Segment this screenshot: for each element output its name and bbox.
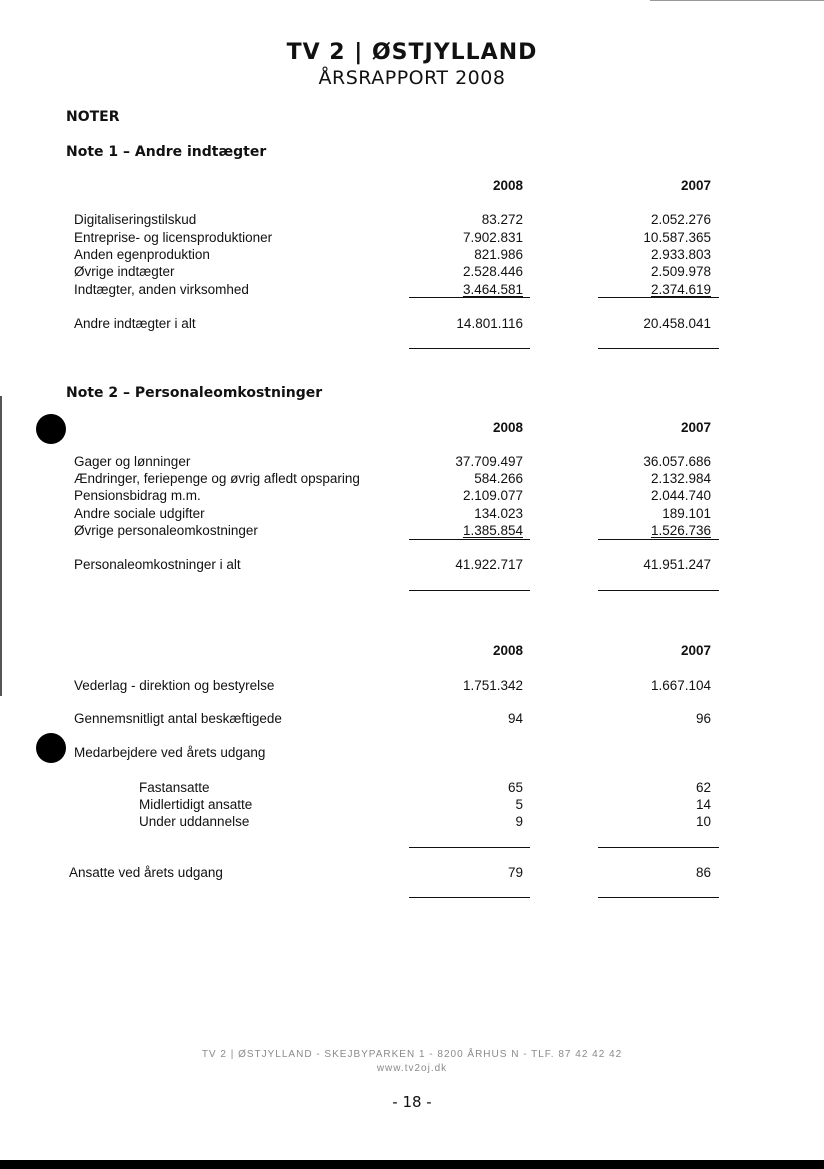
year-end-heading: Medarbejdere ved årets udgang: [74, 745, 266, 760]
note2-total-2007: 41.951.247: [643, 557, 711, 572]
total-rule: [409, 348, 530, 349]
scan-edge-top: [650, 0, 824, 1]
note1-year-2007: 2007: [680, 178, 711, 193]
staff-total-2008: 79: [507, 865, 523, 880]
subtotal-rule: [598, 847, 719, 848]
breakdown-2007: 14: [695, 797, 711, 812]
note2-row-value-2007: 2.044.740: [650, 488, 711, 503]
note2-row-label: Ændringer, feriepenge og øvrig afledt opsparing: [74, 471, 360, 486]
breakdown-label: Under uddannelse: [139, 814, 250, 829]
note2-row-label: Andre sociale udgifter: [74, 506, 205, 521]
note1-row-label: Digitaliseringstilskud: [74, 212, 197, 227]
note2-row-value-2008: 37.709.497: [455, 454, 523, 469]
total-rule: [598, 897, 719, 898]
note1-year-2008: 2008: [492, 178, 523, 193]
note2-row-value-2007: 1.526.736: [650, 523, 711, 538]
note2-row-label: Pensionsbidrag m.m.: [74, 488, 201, 503]
breakdown-label: Midlertidigt ansatte: [139, 797, 253, 812]
scan-edge: [0, 396, 2, 696]
subtotal-rule: [409, 539, 530, 540]
staff-total-label: Ansatte ved årets udgang: [69, 865, 223, 880]
total-rule: [598, 590, 719, 591]
avg-employees-2008: 94: [507, 711, 523, 726]
breakdown-2007: 62: [695, 780, 711, 795]
remuneration-2008: 1.751.342: [462, 678, 523, 693]
subtotal-rule: [598, 297, 719, 298]
note2-row-label: Øvrige personaleomkostninger: [74, 523, 258, 538]
note1-row-value-2008: 2.528.446: [462, 264, 523, 279]
avg-employees-2007: 96: [695, 711, 711, 726]
note1-row-label: Anden egenproduktion: [74, 247, 210, 262]
note2-row-value-2008: 134.023: [474, 506, 523, 521]
staff-year-2008: 2008: [492, 643, 523, 658]
note1-row-value-2008: 3.464.581: [462, 282, 523, 297]
note1-row-value-2007: 2.052.276: [650, 212, 711, 227]
breakdown-2008: 65: [507, 780, 523, 795]
breakdown-2008: 9: [515, 814, 523, 829]
note2-row-value-2008: 2.109.077: [462, 488, 523, 503]
scan-edge-bottom: [0, 1160, 824, 1169]
note1-row-value-2007: 10.587.365: [643, 230, 711, 245]
note1-total-2007: 20.458.041: [643, 316, 711, 331]
footer-website: www.tv2oj.dk: [376, 1063, 448, 1074]
total-rule: [409, 897, 530, 898]
note2-year-2008: 2008: [492, 420, 523, 435]
breakdown-2008: 5: [515, 797, 523, 812]
section-title: NOTER: [66, 109, 120, 125]
breakdown-label: Fastansatte: [139, 780, 210, 795]
note2-total-label: Personaleomkostninger i alt: [74, 557, 241, 572]
note1-row-value-2008: 821.986: [474, 247, 523, 262]
note2-row-value-2007: 36.057.686: [643, 454, 711, 469]
note1-row-label: Indtægter, anden virksomhed: [74, 282, 249, 297]
note1-total-2008: 14.801.116: [456, 316, 523, 331]
avg-employees-label: Gennemsnitligt antal beskæftigede: [74, 711, 282, 726]
note2-row-value-2008: 1.385.854: [462, 523, 523, 538]
remuneration-label: Vederlag - direktion og bestyrelse: [74, 678, 275, 693]
note1-total-label: Andre indtægter i alt: [74, 316, 196, 331]
note2-year-2007: 2007: [680, 420, 711, 435]
remuneration-2007: 1.667.104: [650, 678, 711, 693]
subtotal-rule: [409, 847, 530, 848]
footer-address: TV 2 | ØSTJYLLAND - SKEJBYPARKEN 1 - 8200 ÅRHUS N - TLF. 87 42 42 42: [201, 1049, 623, 1060]
binder-hole: [36, 414, 66, 444]
note1-row-label: Øvrige indtægter: [74, 264, 175, 279]
binder-hole: [36, 733, 66, 763]
note2-row-label: Gager og lønninger: [74, 454, 191, 469]
note2-title: Note 2 – Personaleomkostninger: [66, 385, 323, 401]
report-subtitle: ÅRSRAPPORT 2008: [318, 67, 506, 89]
staff-year-2007: 2007: [680, 643, 711, 658]
note1-row-value-2008: 83.272: [481, 212, 523, 227]
note2-total-2008: 41.922.717: [455, 557, 523, 572]
note1-row-value-2007: 2.509.978: [650, 264, 711, 279]
breakdown-2007: 10: [695, 814, 711, 829]
note2-row-value-2008: 584.266: [474, 471, 523, 486]
note2-row-value-2007: 189.101: [662, 506, 711, 521]
page-number: - 18 -: [392, 1093, 432, 1111]
report-title: TV 2 | ØSTJYLLAND: [286, 40, 538, 65]
staff-total-2007: 86: [695, 865, 711, 880]
subtotal-rule: [409, 297, 530, 298]
note1-row-label: Entreprise- og licensproduktioner: [74, 230, 273, 245]
total-rule: [409, 590, 530, 591]
note1-row-value-2008: 7.902.831: [462, 230, 523, 245]
note1-row-value-2007: 2.374.619: [650, 282, 711, 297]
note2-row-value-2007: 2.132.984: [650, 471, 711, 486]
total-rule: [598, 348, 719, 349]
note1-row-value-2007: 2.933.803: [650, 247, 711, 262]
note1-title: Note 1 – Andre indtægter: [66, 144, 267, 160]
subtotal-rule: [598, 539, 719, 540]
